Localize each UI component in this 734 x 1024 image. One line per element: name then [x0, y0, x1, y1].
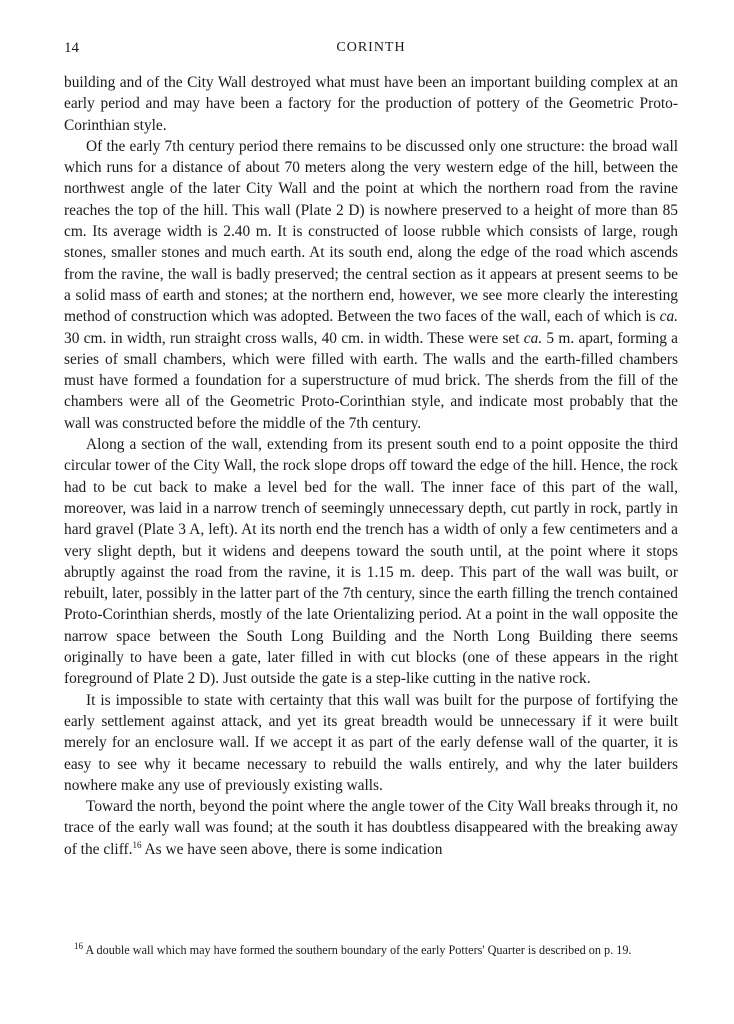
- paragraph-5: [64, 796, 678, 860]
- paragraph-5-text-a: Toward the north, beyond the point where the angle tower of the City Wall breaks through it, no trace of the early wall was found; at the south it has doubtless disappeared with the breaking away of the cliff.: [64, 798, 678, 858]
- page-number: 14: [64, 40, 79, 56]
- paragraph-2-text-b: 30 cm. in width, run straight cross walls, 40 cm. in width. These were set: [64, 329, 524, 347]
- footnote-reference[interactable]: 16: [132, 839, 142, 850]
- body-text: [64, 72, 678, 860]
- paragraph-4: It is impossible to state with certainty that this wall was built for the purpose of fortifying the early settlement against attack, and yet its great breadth would be unnecessary if it were built merely for an enclosure wall. If we accept it as part of the early defense wall of the quarter, it is easy to see why it became necessary to rebuild the walls entirely, and why the later builders nowhere make any use of previously existing walls.: [64, 691, 678, 794]
- footnote-number: 16: [74, 940, 83, 951]
- abbrev-ca: ca.: [659, 308, 678, 326]
- footnote: [64, 942, 678, 959]
- abbrev-ca: ca.: [523, 329, 543, 347]
- page-header: [64, 40, 678, 64]
- paragraph-1: building and of the City Wall destroyed what must have been an important building complex at an early period and may have been a factory for the production of pottery of the Geometric Proto-Corinthian style.: [64, 74, 678, 134]
- paragraph-2: [64, 136, 678, 434]
- paragraph-2-text-c: 5 m. apart, forming a series of small chambers, which were filled with earth. The walls and the earth-filled chambers must have formed a foundation for a superstructure of mud brick. The sherds from the fill of the chambers were all of the Geometric Proto-Corinthian style, and indicate most probably that the wall was constructed before the middle of the 7th century.: [64, 329, 678, 432]
- footnote-text: A double wall which may have formed the southern boundary of the early Potters' Quarter is described on p. 19.: [83, 943, 632, 957]
- paragraph-3: Along a section of the wall, extending from its present south end to a point opposite the third circular tower of the City Wall, the rock slope drops off toward the edge of the hill. Hence, the rock had to be cut back to make a level bed for the wall. The inner face of this part of the wall, moreover, was laid in a narrow trench of seemingly unnecessary depth, cut partly in rock, partly in hard gravel (Plate 3 A, left). At its north end the trench has a width of only a few centimeters and a very slight depth, but it widens and deepens toward the south until, at the point where it stops abruptly against the road from the ravine, it is 1.15 m. deep. This part of the wall was built, or rebuilt, later, possibly in the latter part of the 7th century, since the earth filling the trench contained Proto-Corinthian sherds, mostly of the late Orientalizing period. At a point in the wall opposite the narrow space between the South Long Building and the North Long Building there seems originally to have been a gate, later filled in with cut blocks (one of these appears in the right foreground of Plate 2 D). Just outside the gate is a step-like cutting in the native rock.: [64, 436, 678, 688]
- paragraph-5-text-b: As we have seen above, there is some indication: [141, 840, 443, 858]
- paragraph-2-text-a: Of the early 7th century period there remains to be discussed only one structure: the broad wall which runs for a distance of about 70 meters along the very western edge of the hill, between the northwest angle of the later City Wall and the point at which the northern road from the ravine reaches the top of the hill. This wall (Plate 2 D) is nowhere preserved to a height of more than 85 cm. Its average width is 2.40 m. It is constructed of loose rubble which consists of large, rough stones, smaller stones and much earth. At its south end, along the edge of the road which ascends from the ravine, the wall is badly preserved; the central section as it appears at present seems to be a solid mass of earth and stones; at the northern end, however, we see more clearly the interesting method of construction which was adopted. Between the two faces of the wall, each of which is: [64, 137, 678, 326]
- running-head: CORINTH: [336, 40, 406, 55]
